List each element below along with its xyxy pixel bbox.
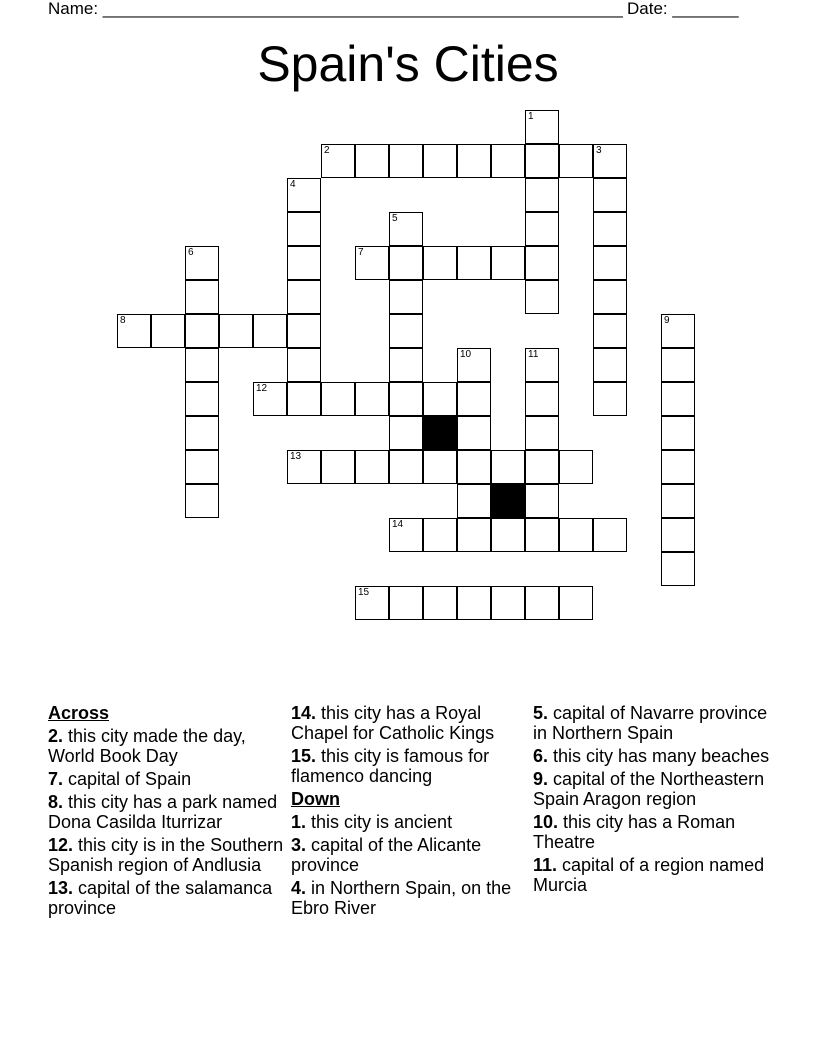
grid-cell bbox=[185, 314, 219, 348]
grid-cell bbox=[117, 314, 151, 348]
grid-cell bbox=[457, 586, 491, 620]
grid-cell bbox=[593, 280, 627, 314]
clue-number: 4 bbox=[290, 179, 296, 190]
clue-across-14: 14. this city has a Royal Chapel for Catholic Kings bbox=[291, 703, 495, 743]
clue-number: 8 bbox=[120, 315, 126, 326]
grid-cell bbox=[389, 450, 423, 484]
grid-cell bbox=[185, 450, 219, 484]
grid-cell bbox=[423, 246, 457, 280]
grid-cell bbox=[525, 348, 559, 382]
clue-number: 11 bbox=[528, 349, 539, 360]
grid-cell bbox=[593, 212, 627, 246]
grid-cell bbox=[525, 484, 559, 518]
page-title: Spain's Cities bbox=[257, 36, 559, 92]
grid-cell bbox=[389, 382, 423, 416]
grid-cell bbox=[321, 382, 355, 416]
grid-cell bbox=[389, 144, 423, 178]
clues-column-3 bbox=[533, 703, 773, 898]
clue-number: 1 bbox=[528, 111, 534, 122]
grid-cell bbox=[423, 518, 457, 552]
grid-cell bbox=[661, 416, 695, 450]
grid-cell bbox=[525, 416, 559, 450]
grid-cell bbox=[593, 348, 627, 382]
grid-cell bbox=[423, 450, 457, 484]
grid-cell bbox=[389, 246, 423, 280]
grid-cell bbox=[525, 450, 559, 484]
grid-cell bbox=[593, 178, 627, 212]
grid-cell bbox=[491, 518, 525, 552]
grid-cell bbox=[287, 450, 321, 484]
grid-cell bbox=[457, 382, 491, 416]
grid-cell bbox=[525, 280, 559, 314]
grid-cell bbox=[389, 280, 423, 314]
grid-cell bbox=[525, 178, 559, 212]
grid-cell bbox=[389, 314, 423, 348]
grid-cell bbox=[355, 586, 389, 620]
grid-cell bbox=[525, 586, 559, 620]
grid-cell bbox=[185, 416, 219, 450]
clue-number: 13 bbox=[290, 451, 302, 462]
grid-cell bbox=[355, 450, 389, 484]
clue-number: 15 bbox=[358, 587, 370, 598]
grid-cell bbox=[457, 518, 491, 552]
grid-cell bbox=[355, 382, 389, 416]
grid-cell bbox=[525, 110, 559, 144]
grid-cell bbox=[185, 246, 219, 280]
grid-cell bbox=[593, 382, 627, 416]
grid-cell bbox=[185, 348, 219, 382]
grid-cell bbox=[423, 382, 457, 416]
grid-cell bbox=[321, 450, 355, 484]
grid-cell bbox=[593, 518, 627, 552]
grid-cell bbox=[355, 144, 389, 178]
grid-cell bbox=[661, 314, 695, 348]
clue-number: 12 bbox=[256, 383, 268, 394]
clue-number: 7 bbox=[358, 247, 364, 258]
grid-cell bbox=[491, 246, 525, 280]
clue-across-12: 12. this city is in the Southern Spanish region of Andlusia bbox=[48, 835, 284, 875]
grid-cell bbox=[253, 382, 287, 416]
clue-number: 9 bbox=[664, 315, 670, 326]
date-line: Date: _______ bbox=[627, 0, 739, 18]
grid-cell bbox=[423, 144, 457, 178]
grid-cell bbox=[287, 348, 321, 382]
grid-cell bbox=[389, 586, 423, 620]
grid-cell bbox=[661, 382, 695, 416]
clue-down-6: 6. this city has many beaches bbox=[533, 746, 770, 766]
grid-cell bbox=[287, 314, 321, 348]
grid-cell bbox=[389, 212, 423, 246]
grid-cell bbox=[559, 586, 593, 620]
grid-cell bbox=[525, 144, 559, 178]
grid-cell bbox=[389, 416, 423, 450]
grid-cell bbox=[525, 212, 559, 246]
grid-cell bbox=[185, 382, 219, 416]
black-cell bbox=[423, 416, 457, 450]
grid-cell bbox=[661, 518, 695, 552]
clue-across-7: 7. capital of Spain bbox=[48, 769, 192, 789]
grid-cell bbox=[491, 450, 525, 484]
grid-cell bbox=[423, 586, 457, 620]
grid-cell bbox=[287, 382, 321, 416]
clue-number: 10 bbox=[460, 349, 472, 360]
grid-cell bbox=[593, 144, 627, 178]
grid-cell bbox=[185, 280, 219, 314]
clue-number: 2 bbox=[324, 145, 330, 156]
grid-cell bbox=[389, 348, 423, 382]
clue-down-1: 1. this city is ancient bbox=[291, 812, 453, 832]
grid-cell bbox=[355, 246, 389, 280]
across-heading: Across bbox=[48, 703, 110, 723]
clue-down-5: 5. capital of Navarre province in Northern Spain bbox=[533, 703, 768, 743]
clues-column-1 bbox=[48, 703, 288, 921]
grid-cell bbox=[457, 484, 491, 518]
clue-down-11: 11. capital of a region named Murcia bbox=[533, 855, 765, 895]
grid-cell bbox=[661, 484, 695, 518]
grid-cell bbox=[151, 314, 185, 348]
grid-cell bbox=[559, 450, 593, 484]
grid-cell bbox=[491, 144, 525, 178]
clues-column-2 bbox=[291, 703, 531, 921]
clue-number: 5 bbox=[392, 213, 398, 224]
clue-across-8: 8. this city has a park named Dona Casilda Iturrizar bbox=[48, 792, 278, 832]
grid-cell bbox=[491, 586, 525, 620]
grid-cell bbox=[287, 246, 321, 280]
grid-cell bbox=[287, 212, 321, 246]
grid-cell bbox=[321, 144, 355, 178]
grid-cell bbox=[593, 246, 627, 280]
grid-cell bbox=[525, 246, 559, 280]
clue-number: 3 bbox=[596, 145, 602, 156]
grid-cell bbox=[559, 144, 593, 178]
grid-cell bbox=[525, 518, 559, 552]
grid-cell bbox=[457, 416, 491, 450]
grid-cell bbox=[457, 450, 491, 484]
clue-number: 14 bbox=[392, 519, 404, 530]
clue-number: 6 bbox=[188, 247, 194, 258]
name-line: Name: _______________________________________________________ bbox=[48, 0, 623, 18]
clue-down-3: 3. capital of the Alicante province bbox=[291, 835, 482, 875]
grid-cell bbox=[661, 348, 695, 382]
clue-across-15: 15. this city is famous for flamenco dancing bbox=[291, 746, 490, 786]
grid-cell bbox=[661, 552, 695, 586]
grid-cell bbox=[661, 450, 695, 484]
across-clue-list bbox=[48, 726, 288, 918]
grid-cell bbox=[457, 246, 491, 280]
grid-cell bbox=[287, 280, 321, 314]
grid-cell bbox=[559, 518, 593, 552]
grid-cell bbox=[287, 178, 321, 212]
clue-down-4: 4. in Northern Spain, on the Ebro River bbox=[291, 878, 512, 918]
clue-across-2: 2. this city made the day, World Book Day bbox=[48, 726, 246, 766]
grid-cell bbox=[457, 144, 491, 178]
clue-down-10: 10. this city has a Roman Theatre bbox=[533, 812, 736, 852]
grid-cell bbox=[525, 382, 559, 416]
grid-cell bbox=[253, 314, 287, 348]
grid-cell bbox=[457, 348, 491, 382]
black-cell bbox=[491, 484, 525, 518]
down-heading: Down bbox=[291, 789, 340, 809]
clue-across-13: 13. capital of the salamanca province bbox=[48, 878, 273, 918]
grid-cell bbox=[219, 314, 253, 348]
grid-cell bbox=[185, 484, 219, 518]
grid-cell bbox=[593, 314, 627, 348]
grid-cell bbox=[389, 518, 423, 552]
clue-down-9: 9. capital of the Northeastern Spain Aragon region bbox=[533, 769, 765, 809]
